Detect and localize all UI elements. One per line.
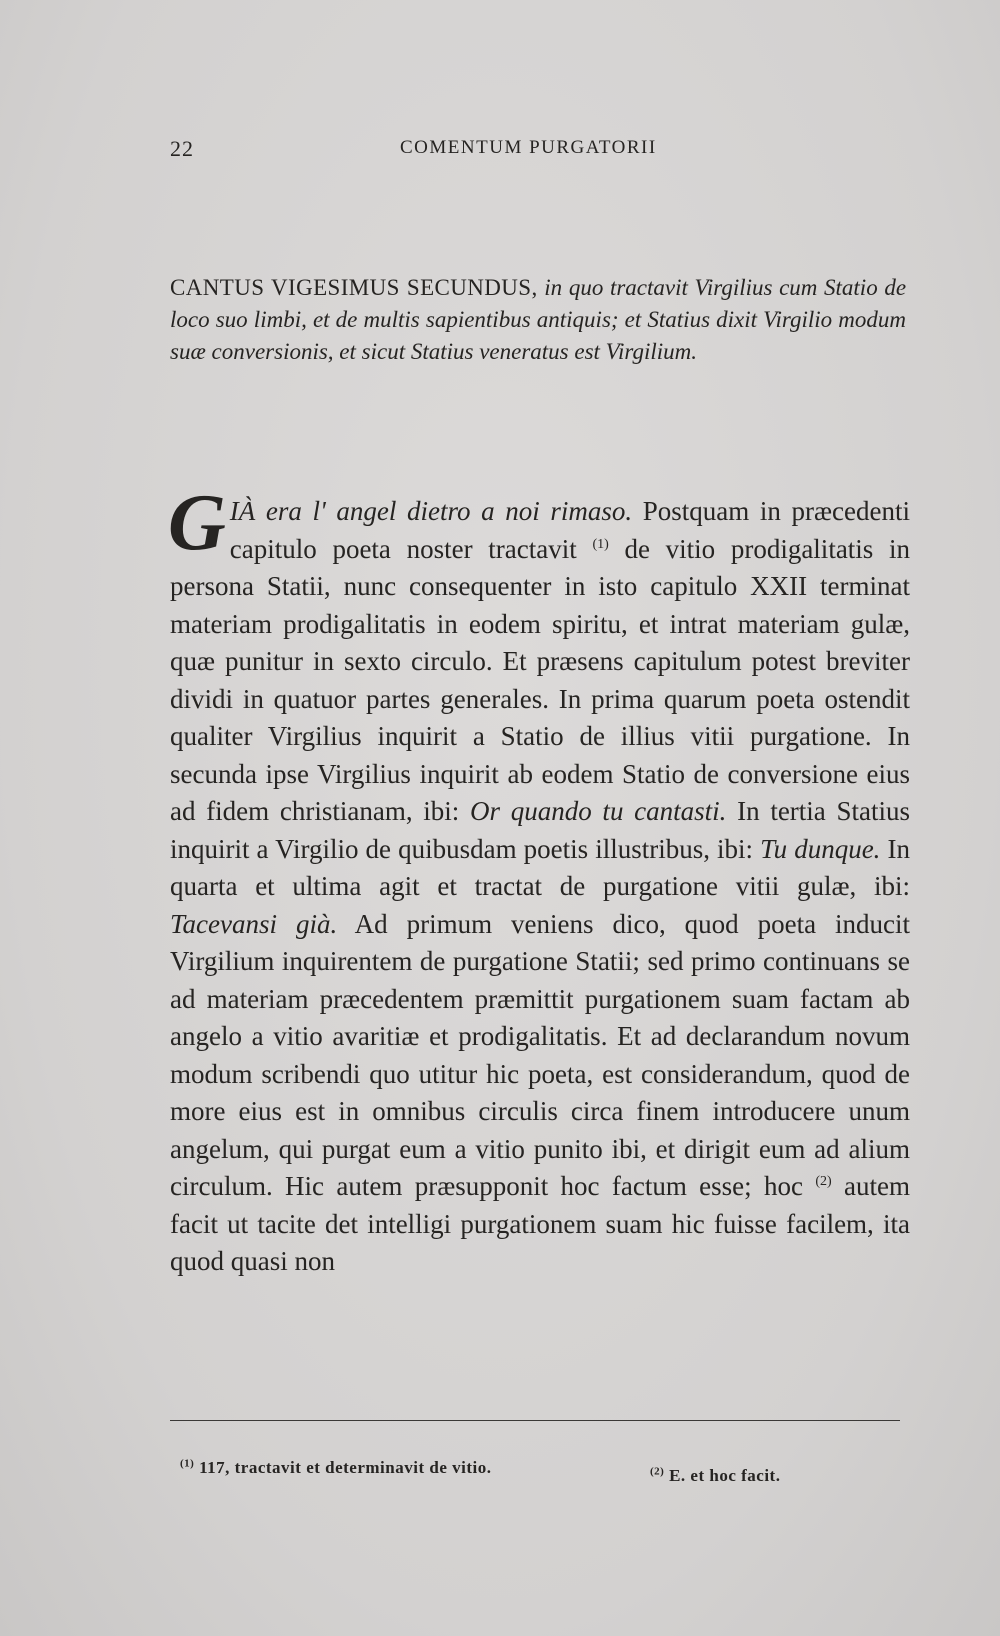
footnote-2-text: E. et hoc facit. <box>669 1466 781 1485</box>
footnote-rule <box>170 1420 900 1421</box>
quote-tu-dunque: Tu dunque. <box>760 833 881 864</box>
body-text-6: autem facit ut tacite det intelligi purgationem suam hic fuisse facilem, ita quod quasi non <box>170 1171 910 1276</box>
running-title: COMENTUM PURGATORII <box>400 137 657 158</box>
footnote-ref-2: (2) <box>815 1174 832 1189</box>
body-text-5: Ad primum veniens dico, quod poeta inducit Virgilium inquirentem de purgatione Statii; sed primo continuans se ad materiam præcedentem præmittit purgationem suam factam ab angelo a vitio avaritiæ et prodigalitatis. Et ad declarandum novum modum scribendi quo utitur hic poeta, est considerandum, quod de more eius est in omnibus circulis circa finem introducere unum angelum, qui purgat eum a vitio punito ibi, et dirigit eum ad alium circulum. Hic autem præsupponit hoc factum esse; hoc <box>170 908 910 1201</box>
body-text-3: In tertia Statius inquirit a Virgilio de quibusdam poetis illustribus, ibi: <box>170 796 910 864</box>
footnote-ref-1: (1) <box>592 536 609 552</box>
page-number: 22 <box>170 136 194 161</box>
verse-incipit: IÀ era l' angel dietro a noi rimaso. <box>229 496 633 526</box>
commentary-body <box>168 479 911 1281</box>
footnote-2 <box>650 1466 780 1486</box>
drop-cap: G <box>168 479 226 567</box>
quote-or-quando: Or quando tu cantasti. <box>470 796 727 826</box>
body-text-1: Postquam in præcedenti capitulo poeta noster tractavit <box>229 496 910 564</box>
canto-summary: in quo tractavit Virgilius cum Statio de loco suo limbi, et de multis sapientibus antiquis; et Statius dixit Virgilio modum suæ conversionis, et sicut Statius veneratus est Virgilium. <box>170 275 907 364</box>
footnote-1 <box>180 1458 491 1478</box>
body-text-4: In quarta et ultima agit et tractat de purgatione vitii gulæ, ibi: <box>170 833 910 901</box>
body-text-2: de vitio prodigalitatis in persona Statii, nunc consequenter in isto capitulo XXII terminat materiam prodigalitatis in eodem spiritu, et intrat materiam gulæ, quæ punitur in sexto circulo. Et præsens capitulum potest breviter dividi in quatuor partes generales. In prima quarum poeta ostendit qualiter Virgilius inquirit a Statio de illius vitii purgatione. In secunda ipse Virgilius inquirit ab eodem Statio de conversione eius ad fidem christianam, ibi: <box>170 533 911 826</box>
canto-heading: CANTUS VIGESIMUS SECUNDUS, <box>170 275 538 300</box>
footnote-1-mark: (1) <box>180 1457 195 1470</box>
footnote-1-text: 117, tractavit et determinavit de vitio. <box>199 1458 492 1477</box>
quote-tacevansi: Tacevansi già. <box>170 908 338 939</box>
canto-argument <box>170 272 906 368</box>
footnote-2-mark: (2) <box>650 1465 665 1478</box>
